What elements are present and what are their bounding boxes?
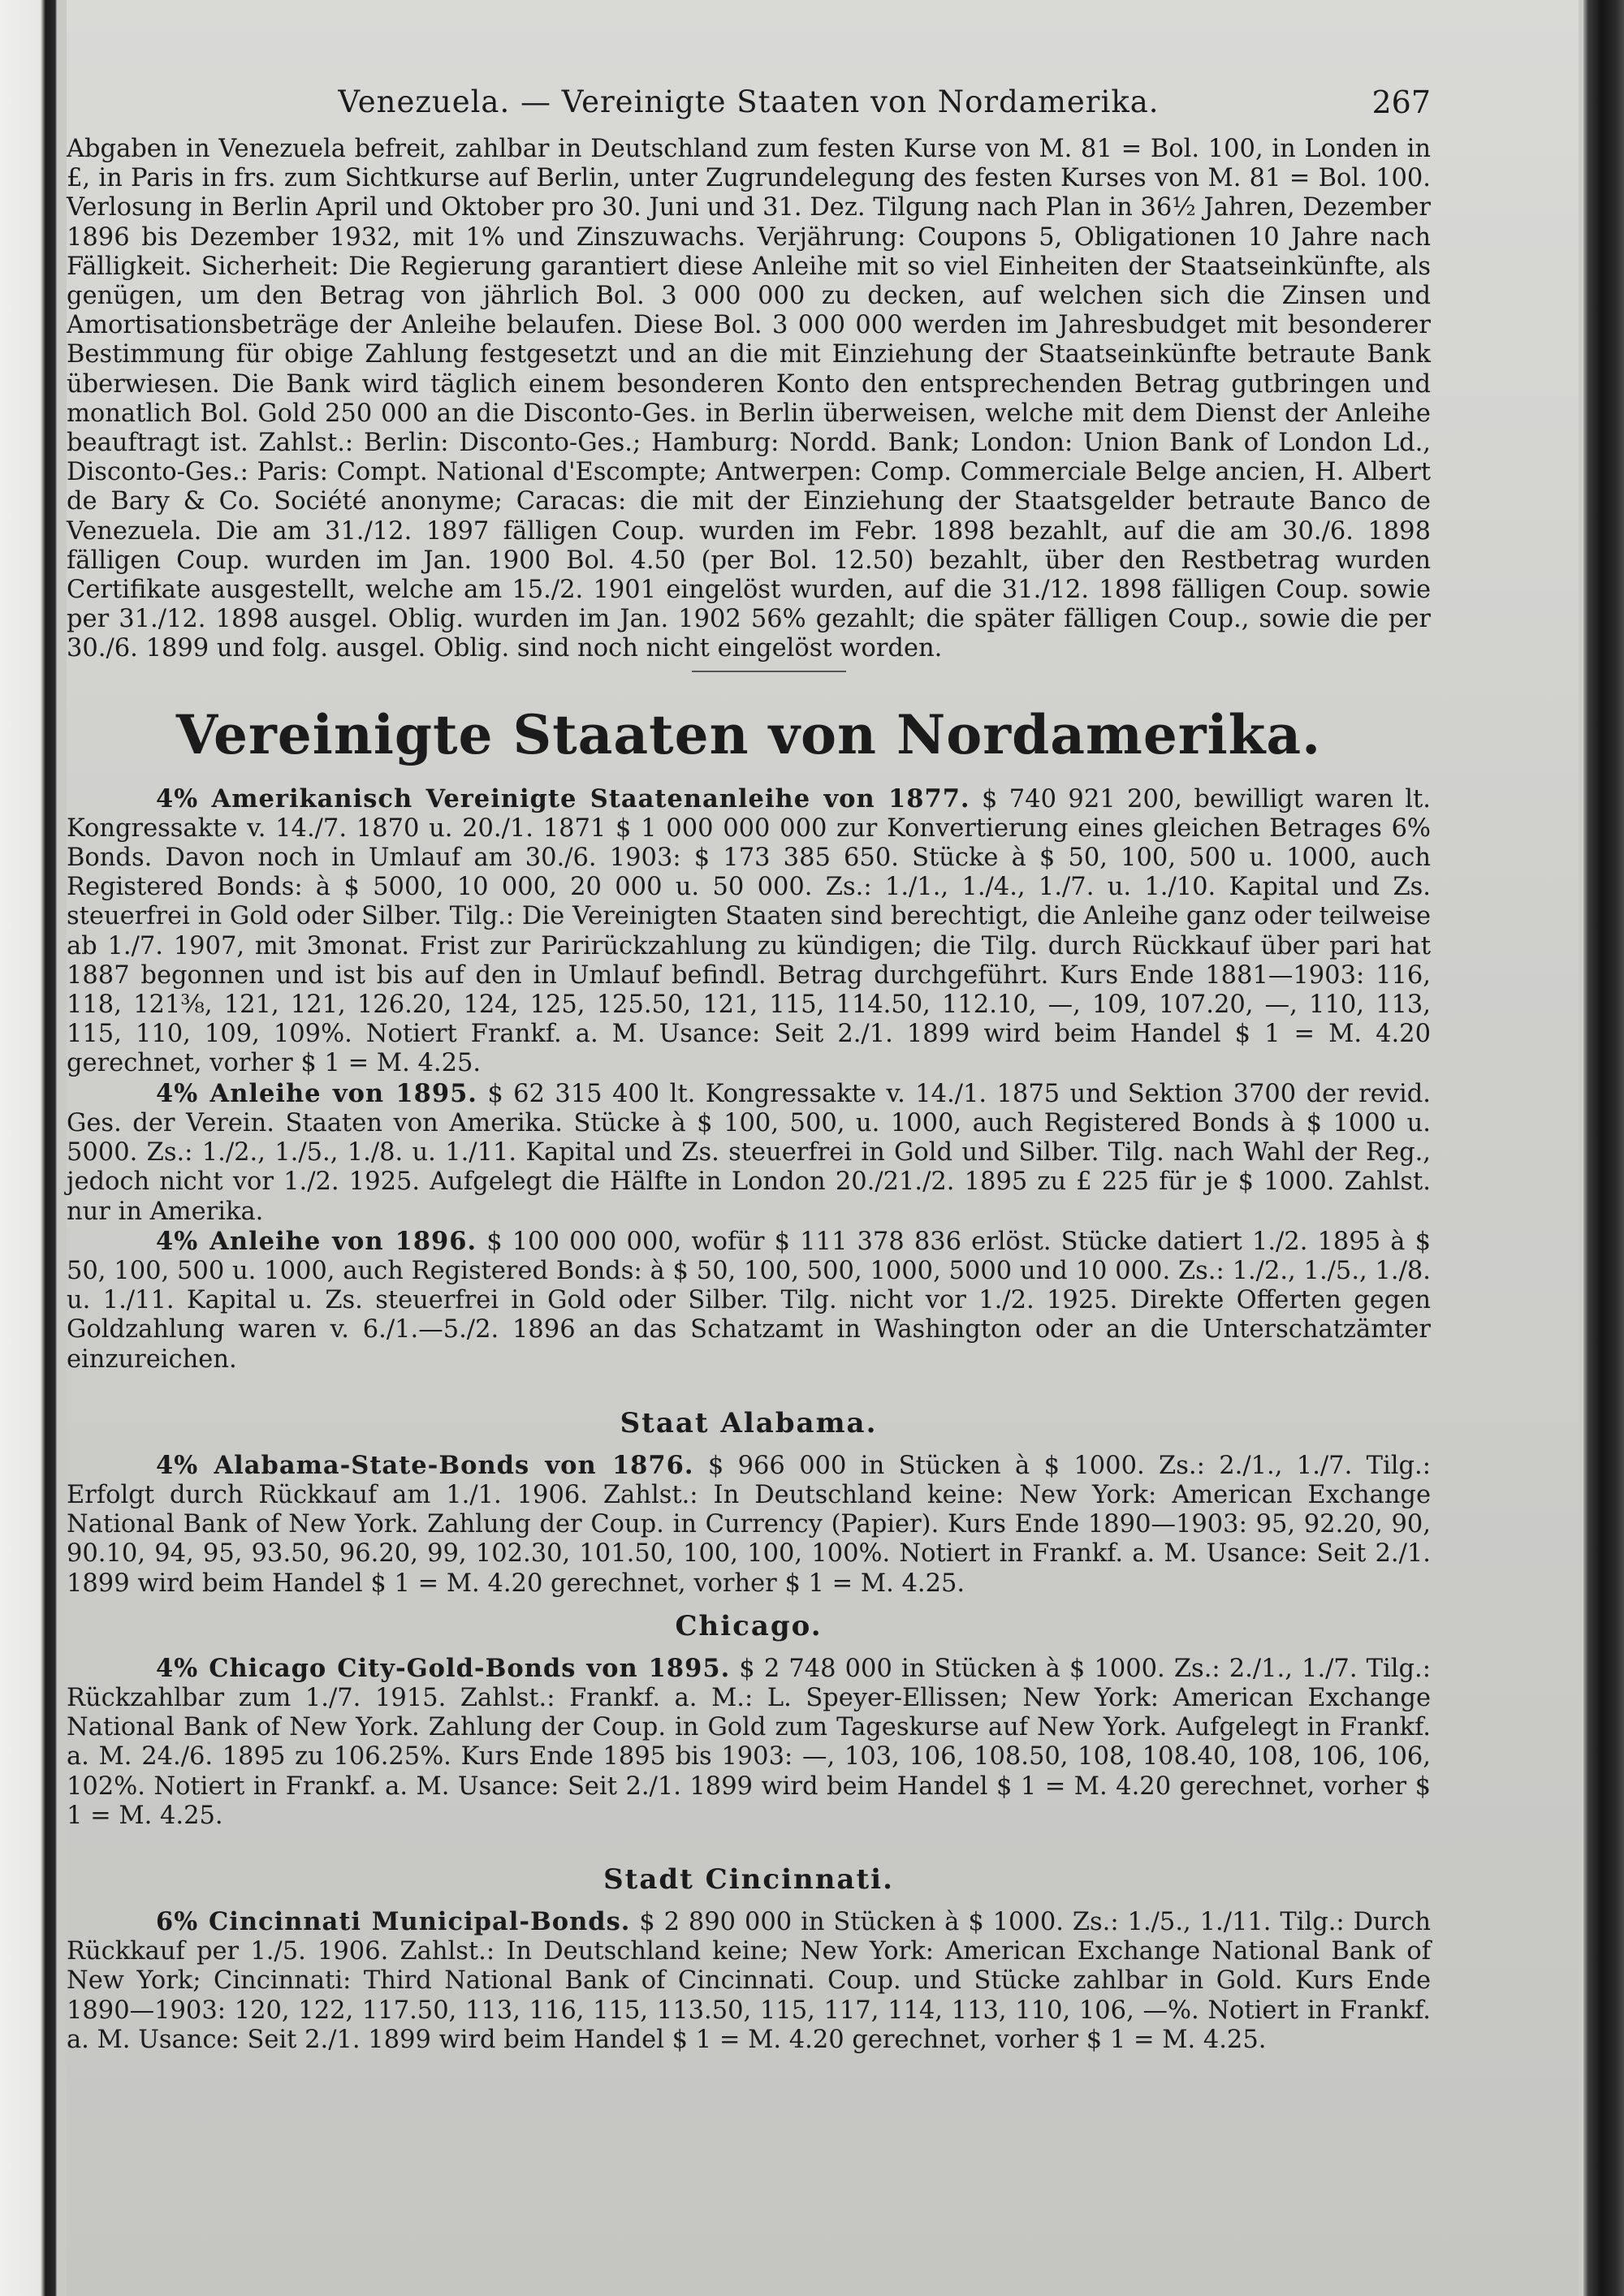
entry-chicago bbox=[67, 1654, 1431, 1831]
running-head bbox=[67, 78, 1431, 135]
entry-title: 4% Chicago City-Gold-Bonds von 1895. bbox=[156, 1653, 731, 1683]
entry-text: $ 966 000 in Stücken à $ 1000. Zs.: 2./1., 1./7. Tilg.: Erfolgt durch Rückkauf am 1./1. 1906. Zahlst.: In Deutschland keine: New York: American Exchange National Bank of New York. Zahlung der Coup. in Currency (Papier). Kurs Ende 1890—1903: 95, 92.20, 90, 90.10, 94, 95, 93.50, 96.20, 99, 102.30, 101.50, 100, 100, 100%. Notiert in Frankf. a. M. Usance: Seit 2./1. 1899 wird beim Handel $ 1 = M. 4.20 gerechnet, vorher $ 1 = M. 4.25. bbox=[67, 1451, 1431, 1598]
venezuela-paragraph: Abgaben in Venezuela befreit, zahlbar in Deutschland zum festen Kurse von M. 81 = Bol. 100, in Londen in £, in Paris in frs. zum Sichtkurse auf Berlin, unter Zugrundelegung des festen Kurses von M. 81 = Bol. 100. Verlosung in Berlin April und Oktober pro 30. Juni und 31. Dez. Tilgung nach Plan in 36½ Jahren, Dezember 1896 bis Dezember 1932, mit 1% und Zinszuwachs. Verjährung: Coupons 5, Obligationen 10 Jahre nach Fälligkeit. Sicherheit: Die Regierung garantiert diese Anleihe mit so viel Einheiten der Staatseinkünfte, als genügen, um den Betrag von jährlich Bol. 3 000 000 zu decken, auf welchen sich die Zinsen und Amortisationsbeträge der Anleihe belaufen. Diese Bol. 3 000 000 werden im Jahresbudget mit besonderer Bestimmung für obige Zahlung festgesetzt und an die mit Einziehung der Staatseinkünfte betraute Bank überwiesen. Die Bank wird täglich einem besonderen Konto den entsprechenden Betrag gutbringen und monatlich Bol. Gold 250 000 an die Disconto-Ges. in Berlin überweisen, welche mit dem Dienst der Anleihe beauftragt ist. Zahlst.: Berlin: Disconto-Ges.; Hamburg: Nordd. Bank; London: Union Bank of London Ld., Disconto-Ges.: Paris: Compt. National d'Escompte; Antwerpen: Comp. Commerciale Belge ancien, H. Albert de Bary & Co. Société anonyme; Caracas: die mit der Einziehung der Staatsgelder betraute Banco de Venezuela. Die am 31./12. 1897 fälligen Coup. wurden im Febr. 1898 bezahlt, auf die am 30./6. 1898 fälligen Coup. wurden im Jan. 1900 Bol. 4.50 (per Bol. 12.50) bezahlt, über den Restbetrag wurden Certifikate ausgestellt, welche am 15./2. 1901 eingelöst wurden, auf die 31./12. 1898 fälligen Coup. sowie per 31./12. 1898 ausgel. Oblig. wurden im Jan. 1902 56% gezahlt; die später fälligen Coup., sowie die per 30./6. 1899 und folg. ausgel. Oblig. sind noch nicht eingelöst worden. bbox=[67, 135, 1431, 663]
entry-text: $ 2 748 000 in Stücken à $ 1000. Zs.: 2./1., 1./7. Tilg.: Rückzahlbar zum 1./7. 1915. Zahlst.: Frankf. a. M.: L. Speyer-Ellissen; New York: American Exchange National Bank of New York. Zahlung der Coup. in Gold zum Tageskurse auf New York. Aufgelegt in Frankf. a. M. 24./6. 1895 zu 106.25%. Kurs Ende 1895 bis 1903: —, 103, 106, 108.50, 108, 108.40, 108, 106, 106, 102%. Notiert in Frankf. a. M. Usance: Seit 2./1. 1899 wird beim Handel $ 1 = M. 4.20 gerechnet, vorher $ 1 = M. 4.25. bbox=[67, 1654, 1431, 1830]
scan-edge-left bbox=[0, 0, 57, 2296]
section-heading-chicago: Chicago. bbox=[675, 1609, 823, 1642]
entry-federal-1896 bbox=[67, 1227, 1431, 1375]
entry-title: 4% Alabama-State-Bonds von 1876. bbox=[156, 1450, 694, 1480]
page-content bbox=[67, 78, 1431, 2055]
section-heading-cincinnati: Stadt Cincinnati. bbox=[603, 1862, 894, 1896]
entry-federal-1877 bbox=[67, 784, 1431, 1079]
entry-text: $ 740 921 200, bewilligt waren lt. Kongressakte v. 14./7. 1870 u. 20./1. 1871 $ 1 000 000 000 zur Konvertierung eines gleichen Betrages 6% Bonds. Davon noch in Umlauf am 30./6. 1903: $ 173 385 650. Stücke à $ 50, 100, 500 u. 1000, auch Registered Bonds: à $ 5000, 10 000, 20 000 u. 50 000. Zs.: 1./1., 1./4., 1./7. u. 1./10. Kapital und Zs. steuerfrei in Gold oder Silber. Tilg.: Die Vereinigten Staaten sind berechtigt, die Anleihe ganz oder teilweise ab 1./7. 1907, mit 3monat. Frist zur Parirückzahlung zu kündigen; die Tilg. durch Rückkauf über pari hat 1887 begonnen und ist bis auf den in Umlauf befindl. Betrag durchgeführt. Kurs Ende 1881—1903: 116, 118, 121⅜, 121, 121, 126.20, 124, 125, 125.50, 121, 115, 114.50, 112.10, —, 109, 107.20, —, 110, 113, 115, 110, 109, 109%. Notiert Frankf. a. M. Usance: Seit 2./1. 1899 wird beim Handel $ 1 = M. 4.20 gerechnet, vorher $ 1 = M. 4.25. bbox=[67, 784, 1431, 1078]
page-number: 267 bbox=[1371, 84, 1431, 120]
entry-federal-1895 bbox=[67, 1079, 1431, 1227]
entry-text: $ 2 890 000 in Stücken à $ 1000. Zs.: 1./5., 1./11. Tilg.: Durch Rückkauf per 1./5. 1906. Zahlst.: In Deutschland keine; New York: American Exchange National Bank of New York; Cincinnati: Third National Bank of Cincinnati. Coup. und Stücke zahlbar in Gold. Kurs Ende 1890—1903: 120, 122, 117.50, 113, 116, 115, 113.50, 115, 117, 114, 113, 110, 106, —%. Notiert in Frankf. a. M. Usance: Seit 2./1. 1899 wird beim Handel $ 1 = M. 4.20 gerechnet, vorher $ 1 = M. 4.25. bbox=[67, 1907, 1431, 2054]
entry-text: $ 62 315 400 lt. Kongressakte v. 14./1. 1875 und Sektion 3700 der revid. Ges. der Verein. Staaten von Amerika. Stücke à $ 100, 500, u. 1000, auch Registered Bonds à $ 1000 u. 5000. Zs.: 1./2., 1./5., 1./8. u. 1./11. Kapital und Zs. steuerfrei in Gold und Silber. Tilg. nach Wahl der Reg., jedoch nicht vor 1./2. 1925. Aufgelegt die Hälfte in London 20./21./2. 1895 zu £ 225 für je $ 1000. Zahlst. nur in Amerika. bbox=[67, 1079, 1432, 1226]
entry-alabama bbox=[67, 1451, 1431, 1599]
section-heading-alabama: Staat Alabama. bbox=[620, 1406, 878, 1439]
main-heading: Vereinigte Staaten von Nordamerika. bbox=[175, 702, 1322, 766]
scan-edge-right bbox=[1583, 0, 1624, 2296]
entry-cincinnati bbox=[67, 1907, 1431, 2055]
entry-title: 4% Anleihe von 1895. bbox=[156, 1078, 477, 1108]
entry-title: 4% Anleihe von 1896. bbox=[156, 1226, 477, 1256]
running-head-title: Venezuela. — Vereinigte Staaten von Nordamerika. bbox=[338, 84, 1160, 119]
entry-text: $ 100 000 000, wofür $ 111 378 836 erlöst. Stücke datiert 1./2. 1895 à $ 50, 100, 500 u. 1000, auch Registered Bonds: à $ 50, 100, 500, 1000, 5000 und 10 000. Zs.: 1./2., 1./5., 1./8. u. 1./11. Kapital u. Zs. steuerfrei in Gold oder Silber. Tilg. nicht vor 1./2. 1925. Direkte Offerten gegen Goldzahlung waren v. 6./1.—5./2. 1896 an das Schatzamt in Washington oder an die Unterschatzämter einzureichen. bbox=[67, 1227, 1431, 1374]
section-divider bbox=[692, 671, 846, 672]
entry-title: 4% Amerikanisch Vereinigte Staatenanleihe von 1877. bbox=[156, 783, 970, 814]
entry-title: 6% Cincinnati Municipal-Bonds. bbox=[156, 1906, 631, 1936]
